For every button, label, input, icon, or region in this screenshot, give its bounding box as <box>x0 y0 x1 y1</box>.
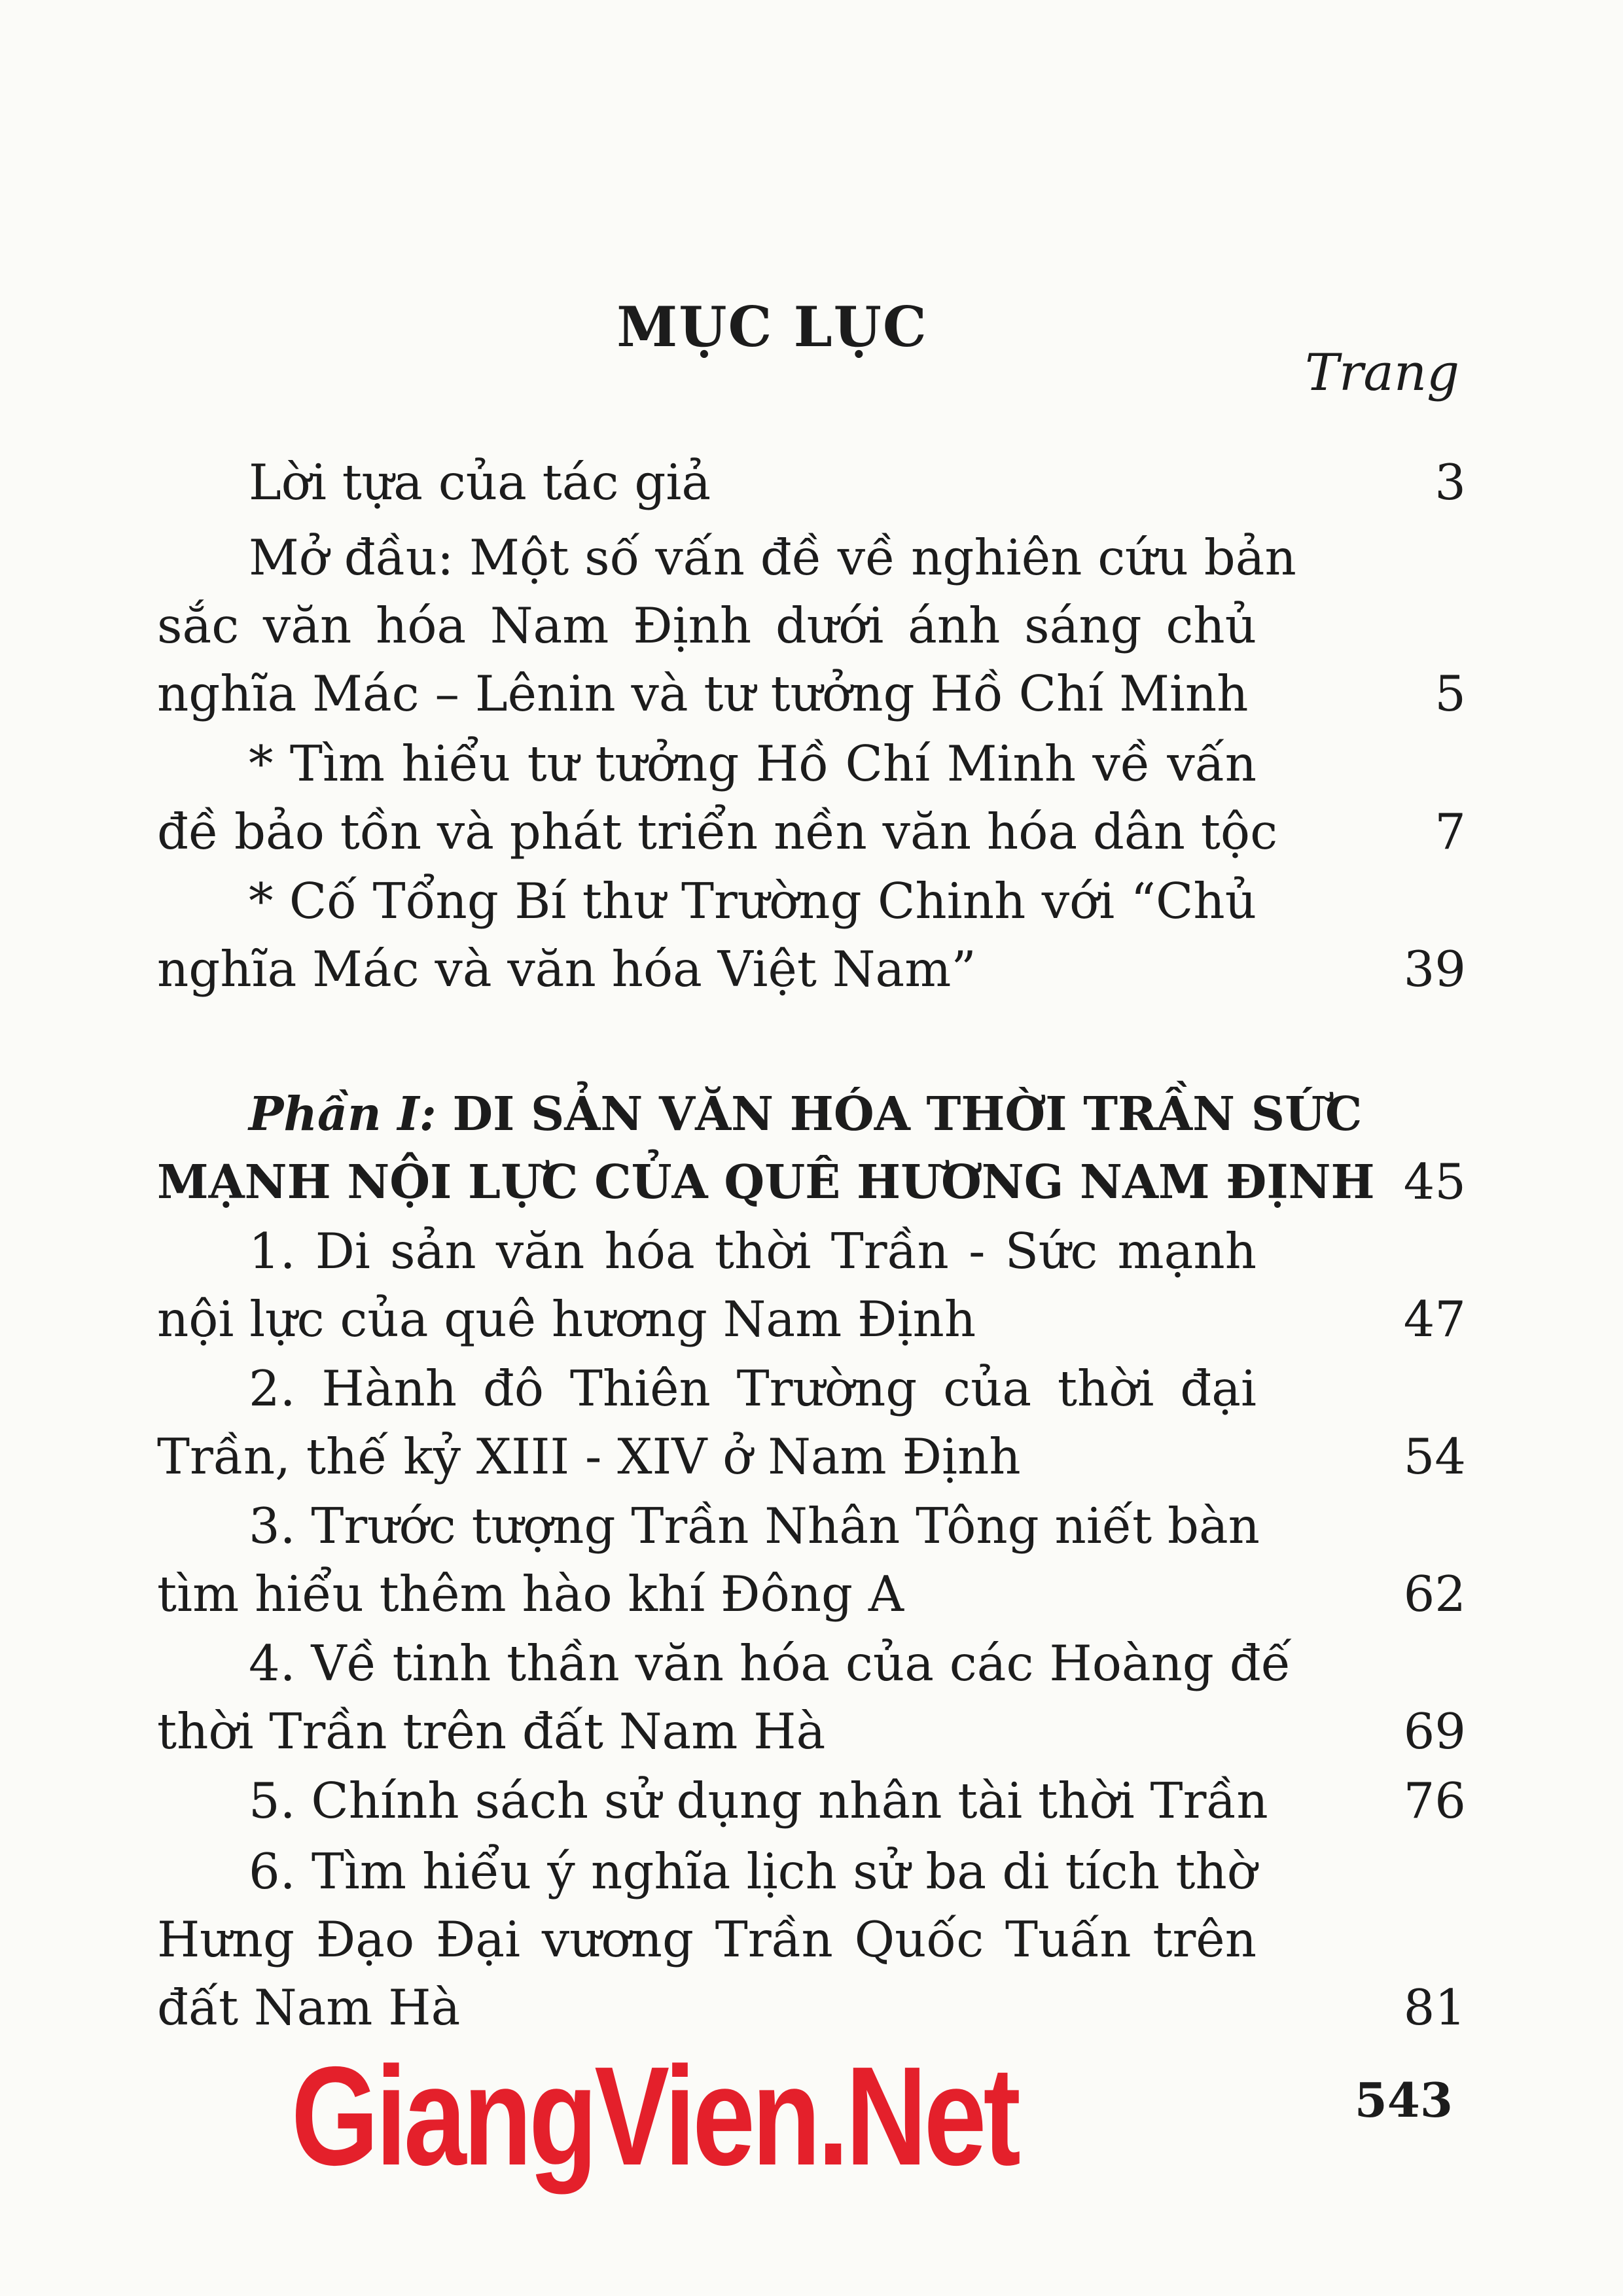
toc-entry-line: * Cố Tổng Bí thư Trường Chinh với “Chủ <box>249 872 1257 930</box>
toc-entry-line: 6. Tìm hiểu ý nghĩa lịch sử ba di tích thờ <box>249 1843 1257 1900</box>
toc-entry-line: * Tìm hiểu tư tưởng Hồ Chí Minh về vấn <box>249 735 1257 792</box>
toc-page-number: 45 <box>1403 1153 1466 1210</box>
toc-entry-line: sắc văn hóa Nam Định dưới ánh sáng chủ <box>157 597 1257 654</box>
toc-entry-line: tìm hiểu thêm hào khí Đông A <box>157 1565 904 1623</box>
part-prefix: Phần I: <box>249 1086 437 1141</box>
folio-page-number: 543 <box>1354 2072 1453 2128</box>
page-title: MỤC LỤC <box>616 294 928 359</box>
toc-entry-line: Hưng Đạo Đại vương Trần Quốc Tuấn trên <box>157 1911 1257 1968</box>
toc-page-number: 7 <box>1435 803 1466 860</box>
toc-entry-line: Lời tựa của tác giả <box>249 453 711 511</box>
toc-page-number: 3 <box>1435 453 1466 511</box>
toc-entry-line: Mở đầu: Một số vấn đề về nghiên cứu bản <box>249 529 1296 586</box>
toc-page-number: 76 <box>1403 1772 1466 1829</box>
toc-entry-line: đề bảo tồn và phát triển nền văn hóa dân tộc <box>157 803 1278 860</box>
toc-page-number: 62 <box>1403 1565 1466 1623</box>
watermark-logo: GiangVien.Net <box>291 2037 1018 2195</box>
toc-entry-line: nghĩa Mác – Lênin và tư tưởng Hồ Chí Minh <box>157 665 1249 722</box>
toc-entry-line: 2. Hành đô Thiên Trường của thời đại <box>249 1360 1257 1417</box>
toc-entry-line: MẠNH NỘI LỰC CỦA QUÊ HƯƠNG NAM ĐỊNH <box>157 1154 1375 1209</box>
toc-entry-line: nghĩa Mác và văn hóa Việt Nam” <box>157 940 976 998</box>
toc-page-number: 47 <box>1403 1290 1466 1348</box>
toc-entry-line: 4. Về tinh thần văn hóa của các Hoàng đế <box>249 1634 1291 1692</box>
toc-entry-line: 5. Chính sách sử dụng nhân tài thời Trần <box>249 1772 1268 1829</box>
toc-entry-line: 3. Trước tượng Trần Nhân Tông niết bàn <box>249 1497 1260 1555</box>
page-column-label: Trang <box>1305 344 1459 402</box>
toc-page-number: 5 <box>1435 665 1466 722</box>
toc-page-number: 69 <box>1403 1703 1466 1760</box>
toc-page-number: 54 <box>1403 1428 1466 1485</box>
toc-page-number: 81 <box>1403 1979 1466 2036</box>
toc-entry-line: Trần, thế kỷ XIII - XIV ở Nam Định <box>157 1428 1021 1485</box>
toc-entry-line: đất Nam Hà <box>157 1979 461 2036</box>
toc-entry-line: nội lực của quê hương Nam Định <box>157 1290 976 1348</box>
toc-page-number: 39 <box>1403 940 1466 998</box>
toc-entry-line: thời Trần trên đất Nam Hà <box>157 1703 826 1760</box>
toc-entry-line <box>157 1080 1363 1148</box>
toc-entry-line: 1. Di sản văn hóa thời Trần - Sức mạnh <box>249 1222 1257 1280</box>
part-title: DI SẢN VĂN HÓA THỜI TRẦN SỨC <box>452 1086 1363 1141</box>
